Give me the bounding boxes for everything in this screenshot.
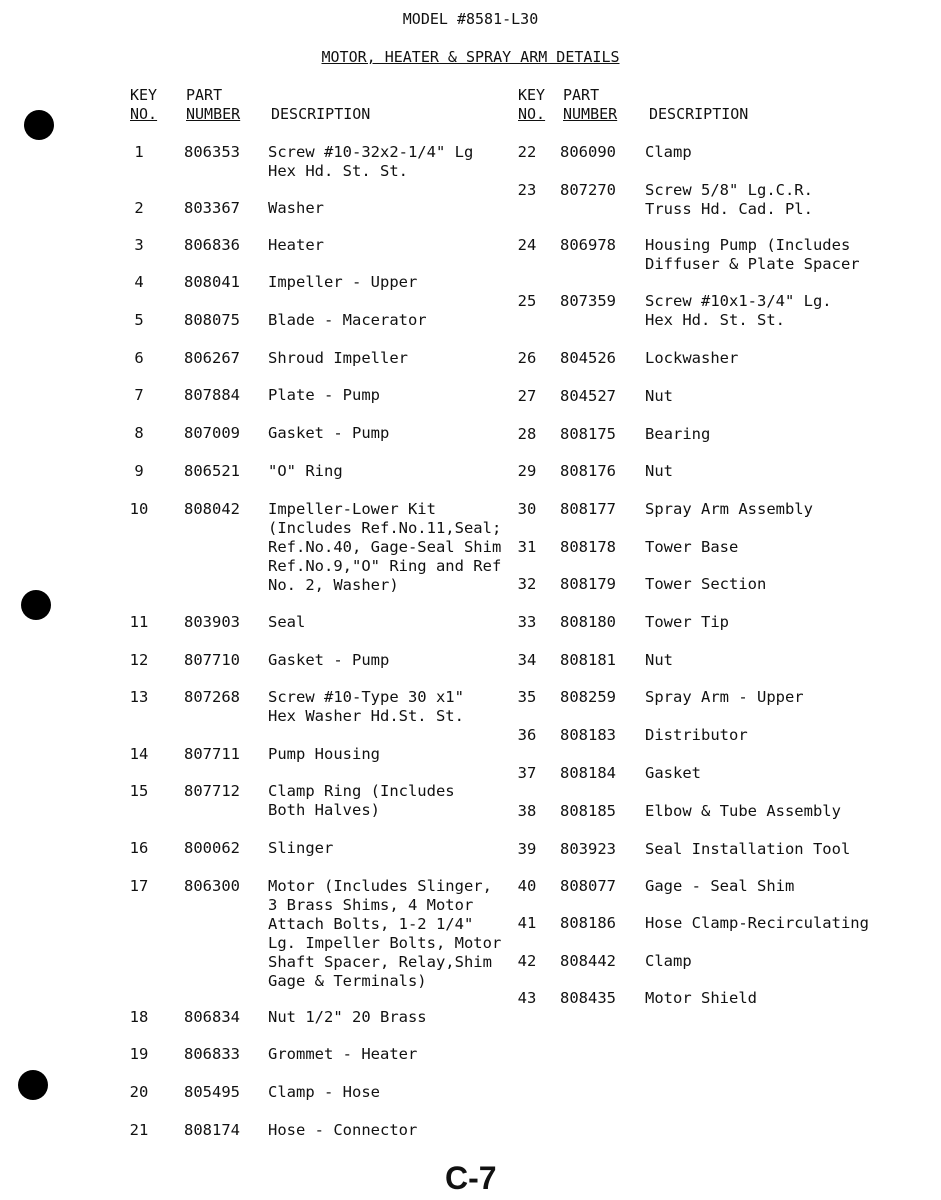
part-description: Gasket - Pump [268, 424, 390, 442]
part-number: 808077 [560, 877, 616, 895]
key-number: 9 [134, 462, 144, 480]
part-description: Gage - Seal Shim [645, 877, 795, 895]
part-description: Motor (Includes Slinger, 3 Brass Shims, 4 Motor Attach Bolts, 1-2 1/4" Lg. Impeller Bolts, Motor Shaft Spacer, Relay,Shim Gage & Terminals) [268, 877, 502, 990]
part-number: 808181 [560, 651, 616, 669]
key-number: 19 [129, 1045, 149, 1063]
part-number: 808186 [560, 914, 616, 932]
part-description: "O" Ring [268, 462, 343, 480]
part-description: Washer [268, 199, 324, 217]
part-number: 806353 [184, 143, 240, 161]
part-number: 808175 [560, 425, 616, 443]
part-description: Nut [645, 651, 673, 669]
part-number: 807884 [184, 386, 240, 404]
part-number: 803367 [184, 199, 240, 217]
part-number: 807712 [184, 782, 240, 800]
part-number: 804526 [560, 349, 616, 367]
part-number: 805495 [184, 1083, 240, 1101]
part-number: 803923 [560, 840, 616, 858]
key-number: 10 [129, 500, 149, 518]
part-number: 808185 [560, 802, 616, 820]
part-number: 808042 [184, 500, 240, 518]
part-description: Spray Arm Assembly [645, 500, 813, 518]
part-number: 808180 [560, 613, 616, 631]
key-number: 30 [517, 500, 537, 518]
part-description: Slinger [268, 839, 334, 857]
key-number: 35 [517, 688, 537, 706]
key-number: 14 [129, 745, 149, 763]
part-description: Clamp - Hose [268, 1083, 380, 1101]
key-number: 36 [517, 726, 537, 744]
part-description: Tower Base [645, 538, 739, 556]
part-number: 803903 [184, 613, 240, 631]
key-number: 40 [517, 877, 537, 895]
key-number: 21 [129, 1121, 149, 1139]
part-description: Shroud Impeller [268, 349, 408, 367]
key-number: 23 [517, 181, 537, 199]
key-number: 16 [129, 839, 149, 857]
binder-hole-middle [21, 590, 51, 620]
part-number: 807710 [184, 651, 240, 669]
part-number: 806300 [184, 877, 240, 895]
left-part-header: PART NUMBER [186, 86, 241, 123]
part-number: 807268 [184, 688, 240, 706]
key-number: 22 [517, 143, 537, 161]
part-number: 806978 [560, 236, 616, 254]
part-number: 806521 [184, 462, 240, 480]
part-description: Seal [268, 613, 306, 631]
part-description: Impeller-Lower Kit (Includes Ref.No.11,Seal; Ref.No.40, Gage-Seal Shim Ref.No.9,"O" Ring and Ref No. 2, Washer) [268, 500, 502, 594]
right-key-header: KEY NO. [518, 86, 546, 123]
part-description: Impeller - Upper [268, 273, 418, 291]
part-description: Screw #10x1-3/4" Lg. Hex Hd. St. St. [645, 292, 832, 329]
part-description: Clamp [645, 952, 692, 970]
part-description: Clamp [645, 143, 692, 161]
model-title: MODEL #8581-L30 [402, 10, 539, 28]
key-number: 11 [129, 613, 149, 631]
part-description: Hose Clamp-Recirculating [645, 914, 869, 932]
part-number: 808184 [560, 764, 616, 782]
part-number: 806836 [184, 236, 240, 254]
key-number: 41 [517, 914, 537, 932]
part-number: 806090 [560, 143, 616, 161]
part-number: 804527 [560, 387, 616, 405]
key-number: 43 [517, 989, 537, 1007]
key-number: 24 [517, 236, 537, 254]
key-number: 2 [134, 199, 144, 217]
part-number: 808174 [184, 1121, 240, 1139]
key-number: 25 [517, 292, 537, 310]
key-number: 38 [517, 802, 537, 820]
part-number: 808178 [560, 538, 616, 556]
key-number: 8 [134, 424, 144, 442]
part-description: Hose - Connector [268, 1121, 418, 1139]
page-number: C-7 [445, 1160, 497, 1196]
part-description: Motor Shield [645, 989, 757, 1007]
key-number: 1 [134, 143, 144, 161]
left-key-header: KEY NO. [130, 86, 158, 123]
part-description: Distributor [645, 726, 748, 744]
part-description: Clamp Ring (Includes Both Halves) [268, 782, 455, 819]
part-description: Screw 5/8" Lg.C.R. Truss Hd. Cad. Pl. [645, 181, 813, 218]
part-number: 808435 [560, 989, 616, 1007]
key-number: 6 [134, 349, 144, 367]
binder-hole-top [24, 110, 54, 140]
part-number: 807270 [560, 181, 616, 199]
part-number: 807359 [560, 292, 616, 310]
key-number: 4 [134, 273, 144, 291]
part-description: Nut [645, 387, 673, 405]
part-number: 808183 [560, 726, 616, 744]
section-title: MOTOR, HEATER & SPRAY ARM DETAILS [321, 48, 620, 66]
left-description-header: DESCRIPTION [271, 105, 371, 123]
binder-hole-bottom [18, 1070, 48, 1100]
key-number: 5 [134, 311, 144, 329]
part-description: Pump Housing [268, 745, 380, 763]
part-number: 808442 [560, 952, 616, 970]
key-number: 3 [134, 236, 144, 254]
part-description: Grommet - Heater [268, 1045, 418, 1063]
key-number: 12 [129, 651, 149, 669]
part-description: Screw #10-32x2-1/4" Lg Hex Hd. St. St. [268, 143, 474, 180]
part-description: Lockwasher [645, 349, 739, 367]
key-number: 32 [517, 575, 537, 593]
part-number: 806834 [184, 1008, 240, 1026]
key-number: 18 [129, 1008, 149, 1026]
part-description: Screw #10-Type 30 x1" Hex Washer Hd.St. St. [268, 688, 464, 725]
part-number: 806267 [184, 349, 240, 367]
key-number: 37 [517, 764, 537, 782]
right-description-header: DESCRIPTION [649, 105, 749, 123]
key-number: 39 [517, 840, 537, 858]
part-description: Elbow & Tube Assembly [645, 802, 841, 820]
key-number: 31 [517, 538, 537, 556]
part-description: Bearing [645, 425, 711, 443]
key-number: 42 [517, 952, 537, 970]
key-number: 33 [517, 613, 537, 631]
key-number: 34 [517, 651, 537, 669]
part-number: 806833 [184, 1045, 240, 1063]
part-description: Gasket [645, 764, 701, 782]
key-number: 15 [129, 782, 149, 800]
key-number: 28 [517, 425, 537, 443]
part-description: Blade - Macerator [268, 311, 427, 329]
part-description: Tower Section [645, 575, 767, 593]
part-number: 808179 [560, 575, 616, 593]
part-description: Nut [645, 462, 673, 480]
part-description: Housing Pump (Includes Diffuser & Plate Spacer [645, 236, 860, 273]
key-number: 17 [129, 877, 149, 895]
key-number: 29 [517, 462, 537, 480]
part-number: 808177 [560, 500, 616, 518]
part-description: Nut 1/2" 20 Brass [268, 1008, 427, 1026]
part-number: 808041 [184, 273, 240, 291]
key-number: 13 [129, 688, 149, 706]
part-number: 800062 [184, 839, 240, 857]
key-number: 26 [517, 349, 537, 367]
part-number: 808259 [560, 688, 616, 706]
part-number: 808176 [560, 462, 616, 480]
part-description: Heater [268, 236, 324, 254]
part-description: Spray Arm - Upper [645, 688, 804, 706]
part-description: Plate - Pump [268, 386, 380, 404]
part-description: Gasket - Pump [268, 651, 390, 669]
part-number: 807009 [184, 424, 240, 442]
part-number: 807711 [184, 745, 240, 763]
right-part-header: PART NUMBER [563, 86, 618, 123]
part-description: Tower Tip [645, 613, 729, 631]
part-number: 808075 [184, 311, 240, 329]
part-description: Seal Installation Tool [645, 840, 851, 858]
key-number: 7 [134, 386, 144, 404]
key-number: 27 [517, 387, 537, 405]
key-number: 20 [129, 1083, 149, 1101]
